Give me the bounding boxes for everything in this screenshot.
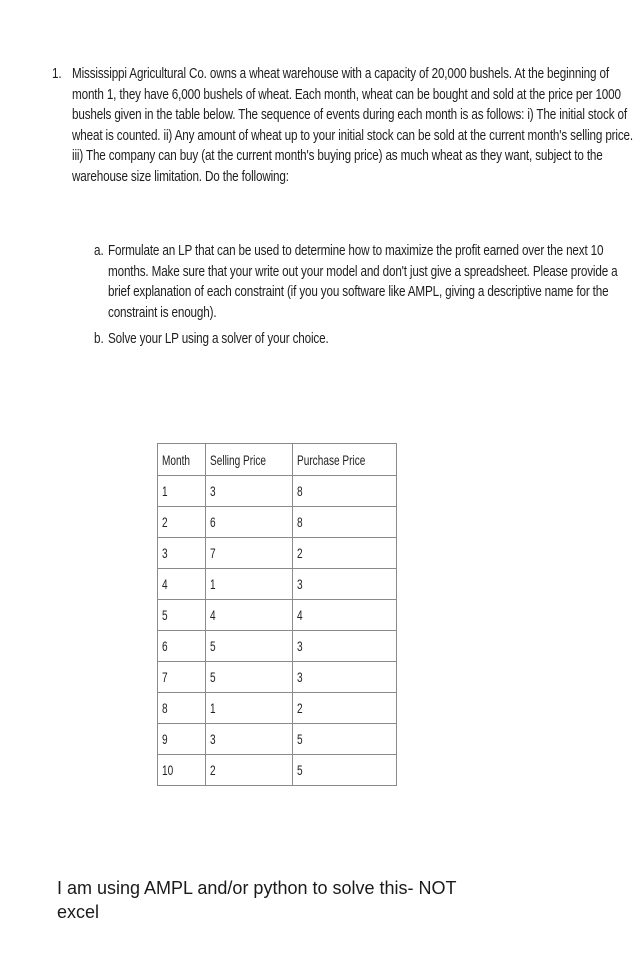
cell-selling-price: 1: [205, 569, 292, 600]
table-row: [158, 693, 397, 724]
table-header-row: [158, 444, 397, 476]
cell-selling-price: 4: [205, 600, 292, 631]
cell-purchase-price: 3: [292, 662, 396, 693]
cell-purchase-price: 8: [292, 507, 396, 538]
table-row: [158, 476, 397, 507]
cell-month: 8: [158, 693, 206, 724]
part-a-line: months. Make sure that your write out your model and don't just give a spreadsheet. Please provide a: [108, 262, 618, 280]
cell-month: 9: [158, 724, 206, 755]
header-month: Month: [158, 444, 206, 476]
cell-purchase-price: 2: [292, 538, 396, 569]
cell-month: 10: [158, 755, 206, 786]
cell-purchase-price: 2: [292, 693, 396, 724]
table-row: [158, 662, 397, 693]
cell-selling-price: 5: [205, 631, 292, 662]
part-b-text: Solve your LP using a solver of your choice.: [108, 330, 329, 347]
part-b-label: b.: [94, 330, 104, 347]
cell-month: 3: [158, 538, 206, 569]
problem-line: warehouse size limitation. Do the following:: [72, 167, 289, 185]
header-purchase-price: Purchase Price: [292, 444, 396, 476]
cell-selling-price: 2: [205, 755, 292, 786]
cell-month: 2: [158, 507, 206, 538]
problem-statement: [52, 64, 633, 187]
problem-line: iii) The company can buy (at the current month's buying price) as much wheat as they want, subject to the: [72, 147, 603, 164]
part-a-line: brief explanation of each constraint (if you you software like AMPL, giving a descriptive name for the: [108, 283, 609, 300]
cell-month: 6: [158, 631, 206, 662]
user-comment: I am using AMPL and/or python to solve this- NOT excel: [57, 878, 457, 922]
cell-purchase-price: 4: [292, 600, 396, 631]
cell-purchase-price: 3: [292, 631, 396, 662]
cell-month: 1: [158, 476, 206, 507]
cell-selling-price: 5: [205, 662, 292, 693]
cell-purchase-price: 5: [292, 724, 396, 755]
part-a-line: Formulate an LP that can be used to determine how to maximize the profit earned over the next 10: [108, 242, 604, 259]
problem-intro: [58, 64, 633, 187]
problem-line: wheat is counted. ii) Any amount of wheat up to your initial stock can be sold at the current month's selling price.: [72, 126, 633, 144]
problem-line: Mississippi Agricultural Co. owns a wheat warehouse with a capacity of 20,000 bushels. At the beginning of: [72, 65, 609, 82]
part-a-line: constraint is enough).: [108, 303, 217, 321]
cell-month: 4: [158, 569, 206, 600]
table-row: [158, 600, 397, 631]
table-row: [158, 569, 397, 600]
cell-selling-price: 7: [205, 538, 292, 569]
cell-selling-price: 3: [205, 724, 292, 755]
cell-selling-price: 1: [205, 693, 292, 724]
table-row: [158, 507, 397, 538]
cell-selling-price: 3: [205, 476, 292, 507]
cell-purchase-price: 3: [292, 569, 396, 600]
table-row: [158, 631, 397, 662]
cell-purchase-price: 5: [292, 755, 396, 786]
cell-month: 5: [158, 600, 206, 631]
problem-line: bushels given in the table below. The sequence of events during each month is as follows: i) The initial stock of: [72, 106, 627, 123]
header-selling-price: Selling Price: [205, 444, 292, 476]
price-table: [157, 443, 397, 786]
part-b: [94, 329, 498, 350]
problem-line: month 1, they have 6,000 bushels of wheat. Each month, wheat can be bought and sold at the price per 1000: [72, 85, 621, 103]
problem-number: 1.: [52, 65, 62, 82]
part-a: [94, 241, 618, 323]
cell-purchase-price: 8: [292, 476, 396, 507]
cell-month: 7: [158, 662, 206, 693]
cell-selling-price: 6: [205, 507, 292, 538]
table-row: [158, 755, 397, 786]
table-row: [158, 538, 397, 569]
part-a-label: a.: [94, 242, 104, 259]
table-row: [158, 724, 397, 755]
